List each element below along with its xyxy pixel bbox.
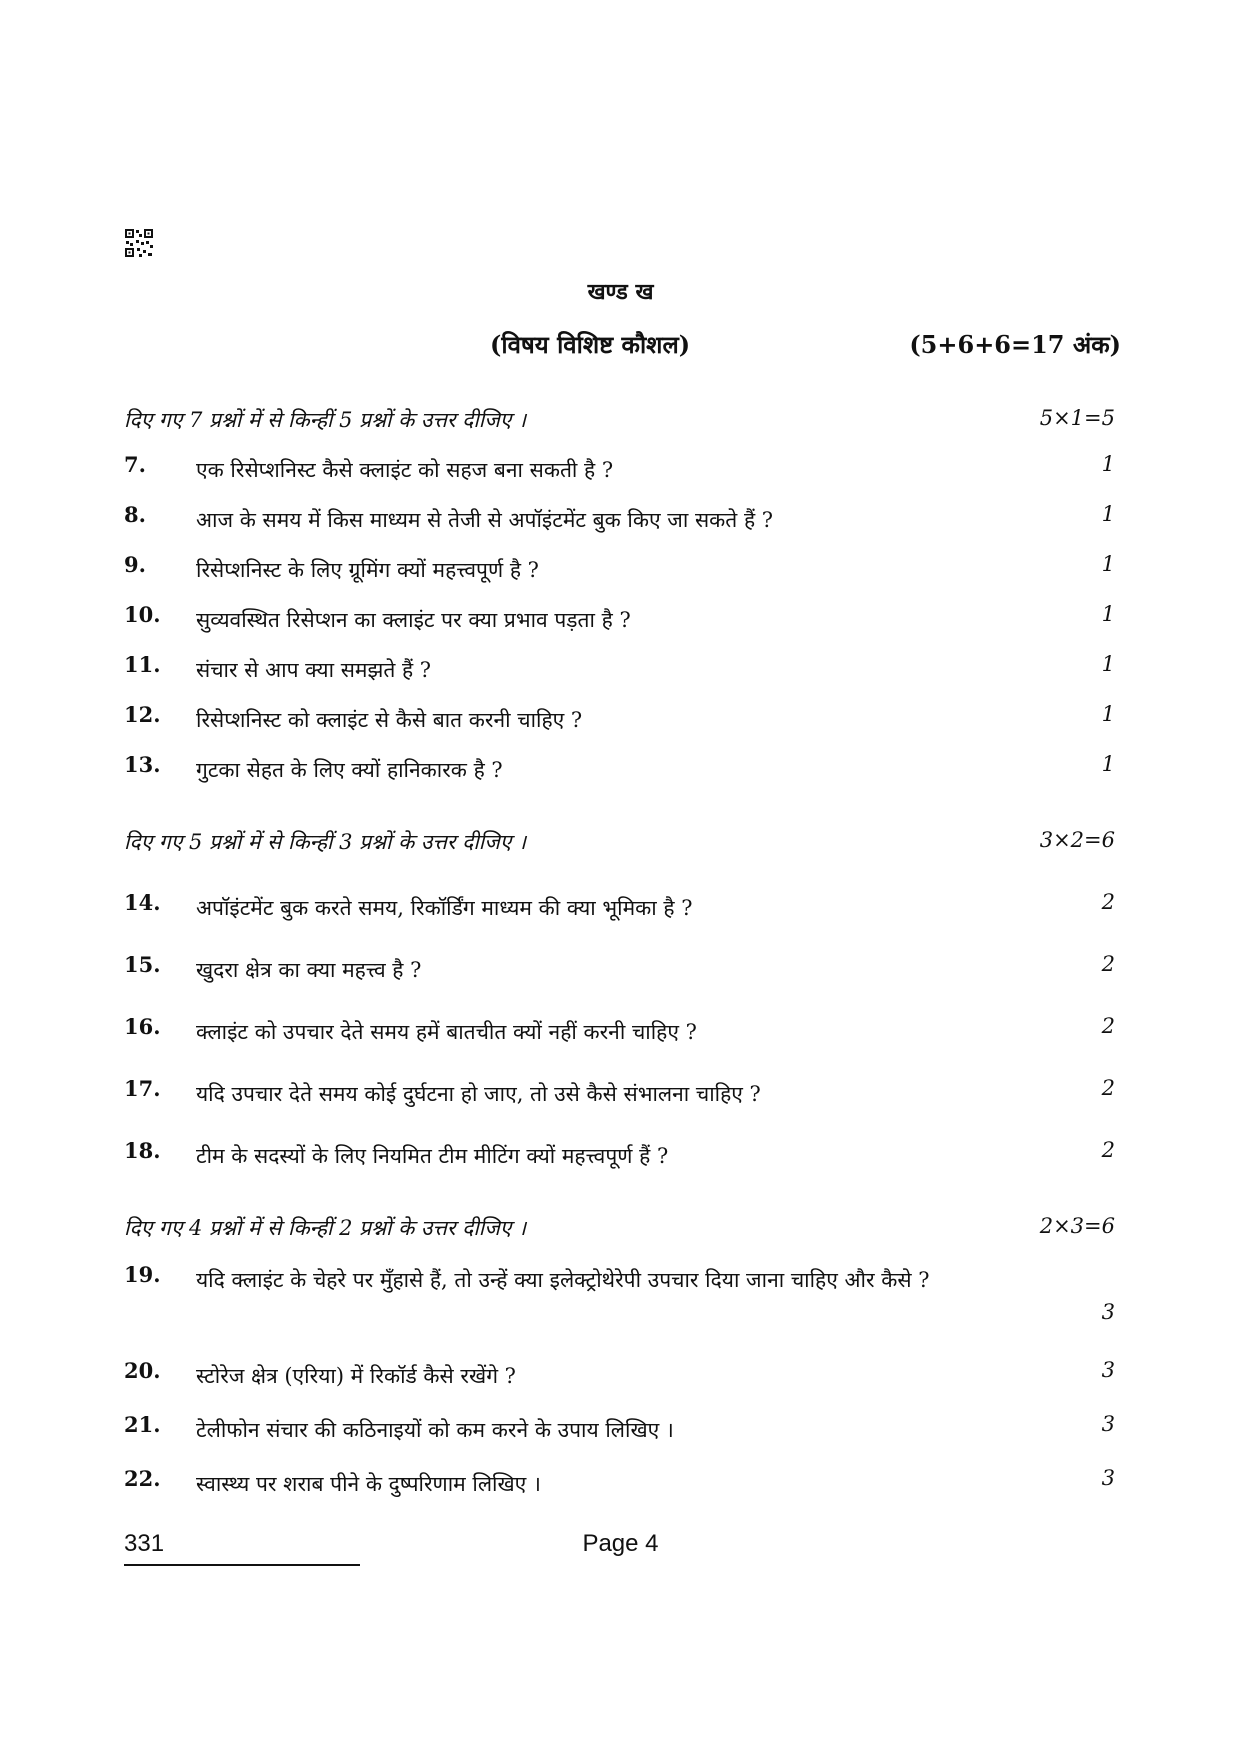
- question-mark: 3: [1101, 1412, 1115, 1436]
- footer-divider: [124, 1564, 360, 1566]
- question-number: 21.: [124, 1412, 161, 1437]
- group-2-instruction: [124, 828, 1115, 856]
- question-text: रिसेप्शनिस्ट को क्लाइंट से कैसे बात करनी चाहिए ?: [196, 708, 583, 732]
- question-mark: 3: [1101, 1300, 1115, 1324]
- question-text: संचार से आप क्या समझते हैं ?: [196, 658, 432, 682]
- section-subtitle: (विषय विशिष्ट कौशल): [490, 330, 691, 359]
- question-number: 11.: [124, 652, 161, 677]
- question-mark: 1: [1101, 552, 1115, 576]
- question-number: 13.: [124, 752, 161, 777]
- question-mark: 1: [1101, 752, 1115, 776]
- section-marks-total: (5+6+6=17 अंक): [909, 330, 1121, 359]
- question-number: 14.: [124, 890, 161, 915]
- question-mark: 1: [1101, 652, 1115, 676]
- qr-code-icon: [124, 228, 154, 258]
- question-text: आज के समय में किस माध्यम से तेजी से अपॉइंटमेंट बुक किए जा सकते हैं ?: [196, 508, 774, 532]
- question-text: स्टोरेज क्षेत्र (एरिया) में रिकॉर्ड कैसे रखेंगे ?: [196, 1364, 516, 1388]
- question-text: टीम के सदस्यों के लिए नियमित टीम मीटिंग क्यों महत्त्वपूर्ण हैं ?: [196, 1144, 669, 1168]
- question-mark: 3: [1101, 1358, 1115, 1382]
- question-text: यदि उपचार देते समय कोई दुर्घटना हो जाए, तो उसे कैसे संभालना चाहिए ?: [196, 1082, 761, 1106]
- question-text: एक रिसेप्शनिस्ट कैसे क्लाइंट को सहज बना सकती है ?: [196, 458, 614, 482]
- group-3-instruction: [124, 1214, 1115, 1242]
- page-number: Page 4: [582, 1530, 659, 1557]
- question-text: टेलीफोन संचार की कठिनाइयों को कम करने के उपाय लिखिए ।: [196, 1418, 674, 1442]
- question-text: क्लाइंट को उपचार देते समय हमें बातचीत क्यों नहीं करनी चाहिए ?: [196, 1020, 697, 1044]
- section-title: खण्ड ख: [587, 279, 654, 305]
- question-mark: 2: [1101, 1076, 1115, 1100]
- question-number: 8.: [124, 502, 146, 527]
- question-mark: 2: [1101, 1014, 1115, 1038]
- instruction-text: दिए गए 4 प्रश्नों में से किन्हीं 2 प्रश्नों के उत्तर दीजिए ।: [124, 1216, 527, 1240]
- question-number: 15.: [124, 952, 161, 977]
- question-text: रिसेप्शनिस्ट के लिए ग्रूमिंग क्यों महत्त्वपूर्ण है ?: [196, 558, 539, 582]
- question-mark: 2: [1101, 1138, 1115, 1162]
- question-mark: 1: [1101, 602, 1115, 626]
- question-number: 18.: [124, 1138, 161, 1163]
- question-text: स्वास्थ्य पर शराब पीने के दुष्परिणाम लिखिए ।: [196, 1472, 541, 1496]
- instruction-text: दिए गए 7 प्रश्नों में से किन्हीं 5 प्रश्नों के उत्तर दीजिए ।: [124, 408, 527, 432]
- question-number: 9.: [124, 552, 146, 577]
- marks-scheme: 3×2=6: [1039, 828, 1115, 852]
- question-mark: 1: [1101, 702, 1115, 726]
- question-mark: 2: [1101, 890, 1115, 914]
- marks-scheme: 5×1=5: [1039, 406, 1115, 430]
- group-1-instruction: [124, 406, 1115, 434]
- question-number: 19.: [124, 1262, 161, 1287]
- question-mark: 1: [1101, 502, 1115, 526]
- question-text: यदि क्लाइंट के चेहरे पर मुँहासे हैं, तो उन्हें क्या इलेक्ट्रोथेरेपी उपचार दिया जाना चाहिए और कैसे ?: [196, 1268, 930, 1292]
- question-number: 16.: [124, 1014, 161, 1039]
- question-mark: 3: [1101, 1466, 1115, 1490]
- question-number: 7.: [124, 452, 146, 477]
- marks-scheme: 2×3=6: [1039, 1214, 1115, 1238]
- question-number: 20.: [124, 1358, 161, 1383]
- question-number: 12.: [124, 702, 161, 727]
- question-text: खुदरा क्षेत्र का क्या महत्त्व है ?: [196, 958, 422, 982]
- question-number: 22.: [124, 1466, 161, 1491]
- instruction-text: दिए गए 5 प्रश्नों में से किन्हीं 3 प्रश्नों के उत्तर दीजिए ।: [124, 830, 527, 854]
- question-mark: 2: [1101, 952, 1115, 976]
- question-number: 17.: [124, 1076, 161, 1101]
- question-number: 10.: [124, 602, 161, 627]
- question-text: सुव्यवस्थित रिसेप्शन का क्लाइंट पर क्या प्रभाव पड़ता है ?: [196, 608, 631, 632]
- question-text: अपॉइंटमेंट बुक करते समय, रिकॉर्डिंग माध्यम की क्या भूमिका है ?: [196, 896, 693, 920]
- question-mark: 1: [1101, 452, 1115, 476]
- paper-code: 331: [124, 1530, 165, 1557]
- question-text: गुटका सेहत के लिए क्यों हानिकारक है ?: [196, 758, 503, 782]
